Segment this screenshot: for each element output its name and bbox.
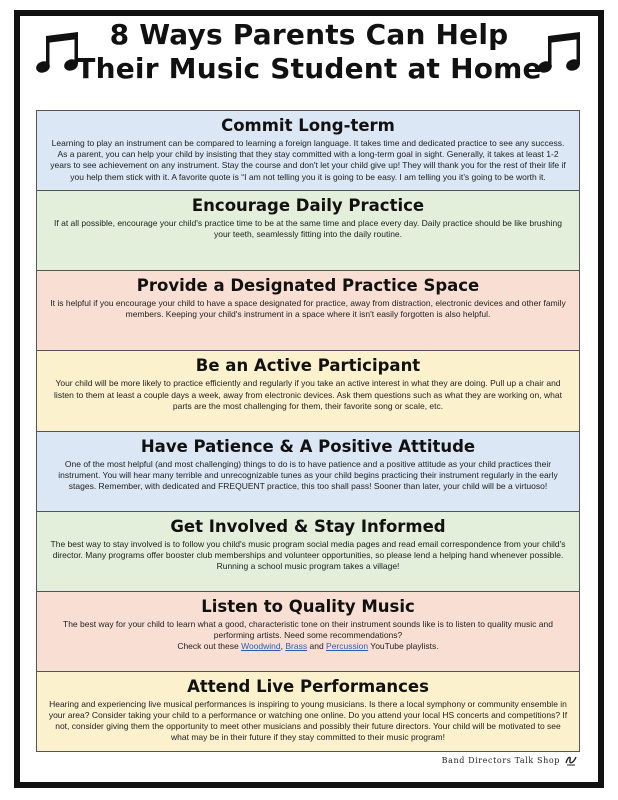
woodwind-playlist-link[interactable]: Woodwind [241,641,281,652]
brass-playlist-link[interactable]: Brass [285,641,308,652]
section-heading: Get Involved & Stay Informed [170,516,446,536]
signature-logo-icon [564,754,578,766]
separator: , [280,641,286,652]
section-body: Hearing and experiencing live musical performances is inspiring to young musicians. Is there a local symphony or community ensemble in your area? Consider taking your child to a performance or watching one online. Do you attend your local HS concerts and competitions? If not, consider giving them the opportunity to meet other musicians and possibly their future directors. Your child will be motivated to see what may be in their future if they stay committed to their music program! [48,698,568,743]
check-suffix: YouTube playlists. [368,641,439,652]
section-heading: Have Patience & A Positive Attitude [140,436,476,456]
border-bottom [14,782,604,788]
section-body: It is helpful if you encourage your child to have a space designated for practice, away from distraction, electronic devices and other family members. Keeping your child's instrument in a space where it isn't easily forgotten is also helpful. [50,298,566,320]
border-top [14,10,604,16]
border-left [14,10,20,788]
section-patience-positive-attitude [37,432,579,512]
title-line-2: Their Music Student at Home [76,52,542,85]
section-body: One of the most helpful (and most challenging) things to do is to have patience and a positive attitude as your child practices their instrument. You will hear many terrible and unrecognizable tunes as your child begins practicing their instrument regularly in the early stages. Remember, with dedicated and FREQUENT practice, this too shall pass! Sooner than later, your child will be a virtuoso! [58,458,558,491]
section-heading: Commit Long-term [221,116,395,135]
section-body: Your child will be more likely to practice efficiently and regularly if you take an active interest in what they are doing. Pull up a chair and listen to them at least a couple days a week, away from electronic devices. Ask them questions such as what they are working on, what parts are the most challenging for them, their favorite song or scale, etc. [54,378,562,411]
section-designated-practice-space [37,271,579,351]
section-commit-long-term [37,111,579,191]
section-get-involved [37,512,579,592]
footer-brand [442,754,578,766]
page-header [36,18,582,86]
separator: and [307,641,327,652]
section-listen-quality-music [37,592,579,672]
percussion-playlist-link[interactable]: Percussion [326,641,369,652]
section-encourage-daily-practice [37,191,579,271]
brand-name: Band Directors Talk Shop [441,755,560,765]
title-line-1: 8 Ways Parents Can Help [109,18,509,51]
page-title [36,18,582,86]
section-body: The best way for your child to learn what a good, characteristic tone on their instrument sounds like is to listen to quality music and performing artists. Need some recommendations? [63,618,553,640]
check-prefix: Check out these [177,641,242,652]
section-body: The best way to stay involved is to follow you child's music program social media pages and read email correspondence from your child's director. Many programs offer booster club memberships and volunteer opportunities, so please lend a helping hand whenever possible. Running a school music program takes a village! [50,538,566,572]
section-heading: Attend Live Performances [187,676,429,696]
tips-list [36,110,580,752]
border-right [598,10,604,788]
section-attend-live-performances [37,672,579,751]
section-body: Learning to play an instrument can be compared to learning a foreign language. It takes time and dedicated practice to see any success. As a parent, you can help your child by insisting that they stay committed with a long-term goal in sight. Generally, it takes at least 1-2 years to see achievement on any instrument. Stay the course and don't let your child give up! They will thank you for the rest of their life if you help them stick with it. A favorite quote is “I am not telling you it is going to be easy. I am telling you it’s going to be worth it. [50,138,566,182]
section-active-participant [37,351,579,431]
playlist-links-line [47,641,569,652]
section-heading: Encourage Daily Practice [191,196,425,216]
section-heading: Be an Active Participant [195,356,421,376]
section-heading: Provide a Designated Practice Space [136,276,480,296]
section-heading: Listen to Quality Music [201,596,415,616]
section-body: If at all possible, encourage your child's practice time to be at the same time and place every day. Daily practice should be like brushing your teeth, seamlessly fitting into the daily routine. [54,218,562,240]
